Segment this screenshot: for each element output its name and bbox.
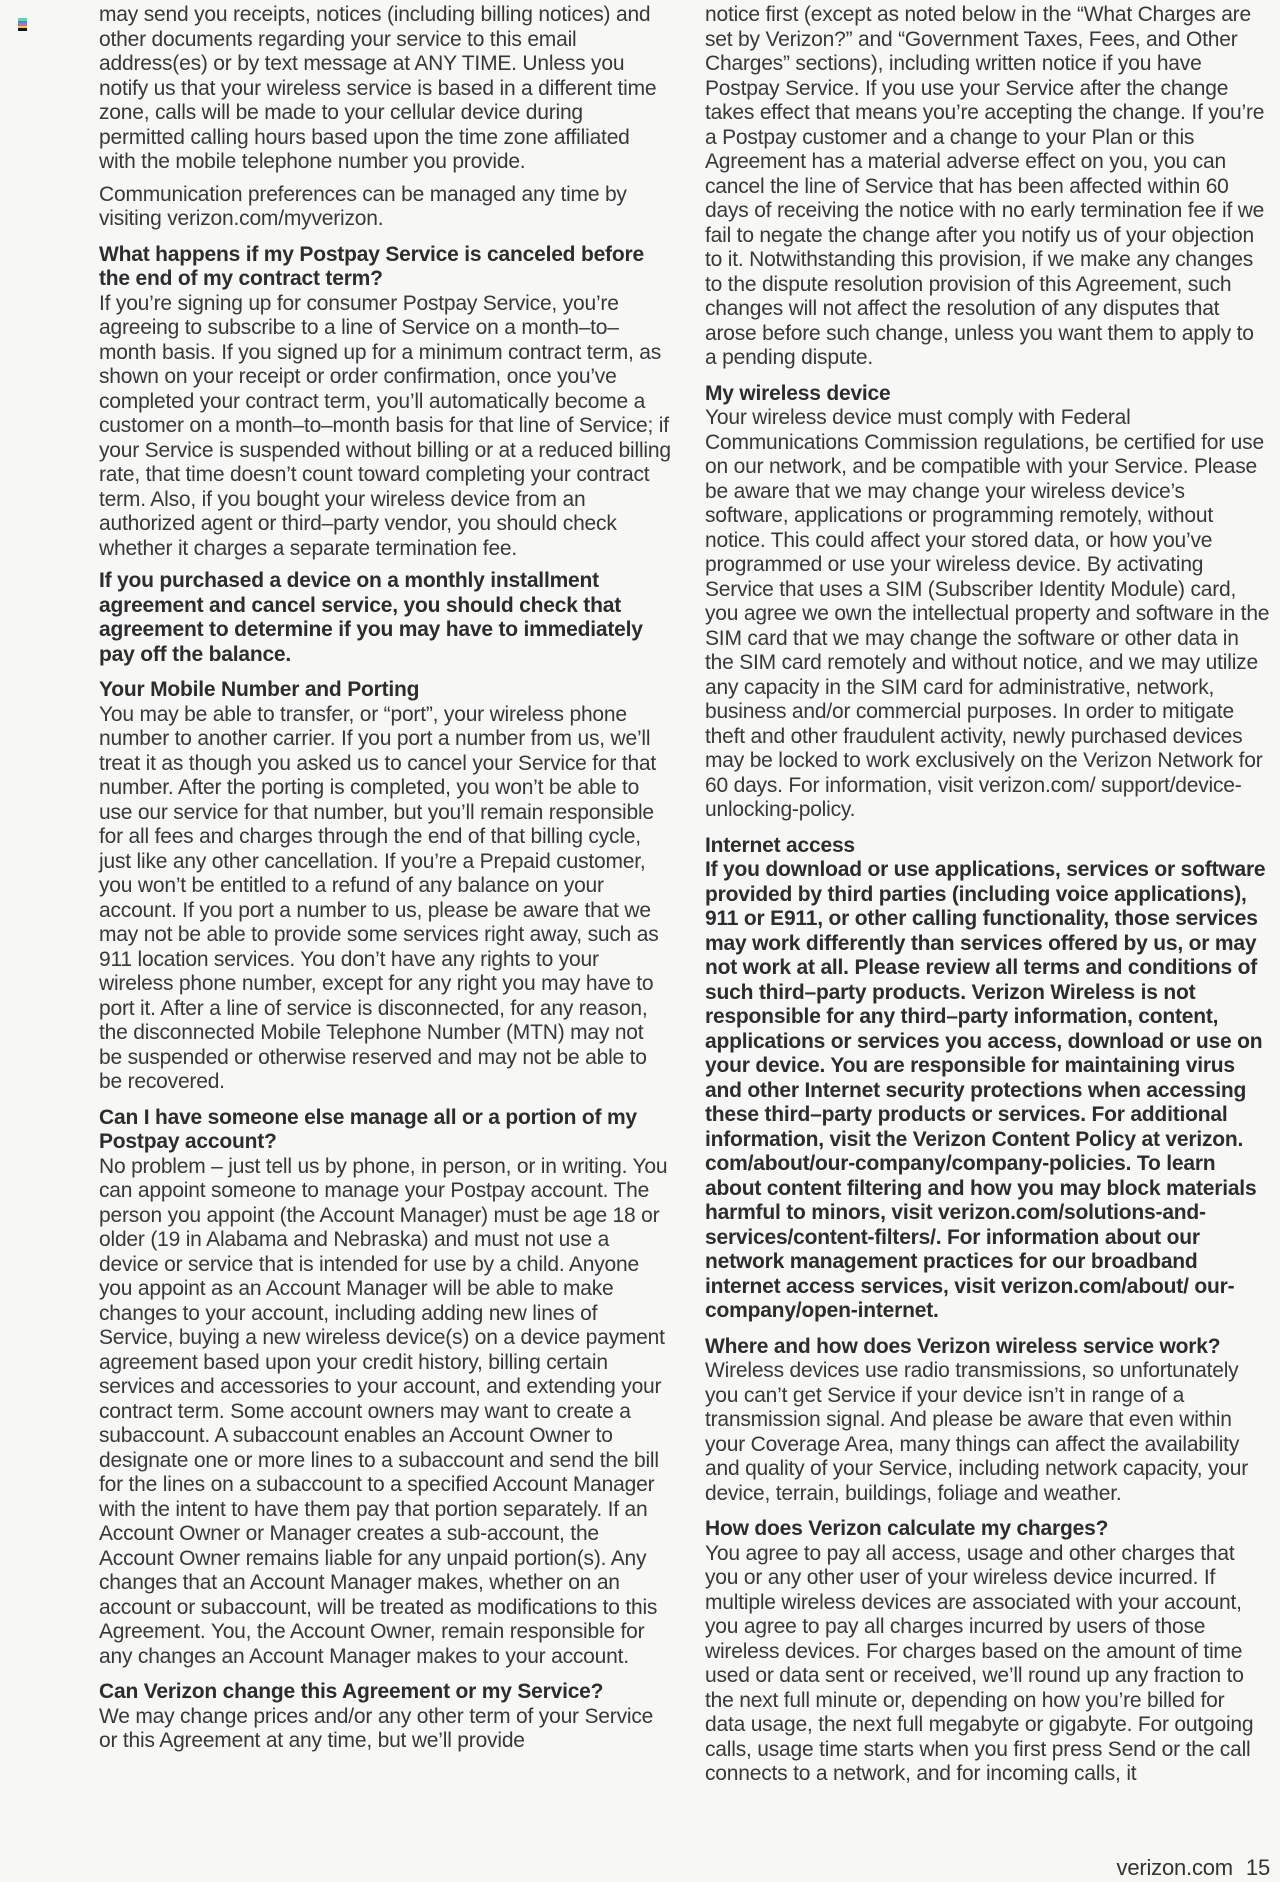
paragraph-account-manager: No problem – just tell us by phone, in person, or in writing. You can appoint someone to manage your Postpay account. The person you appoint (the Account Manager) must be age 18 or older (19 in Alabama and Nebraska) and must not use a device or service that is intended for use by a child. Anyone you appoint as an Account Manager will be able to make changes to your account, including adding new lines of Service, buying a new wireless device(s) on a device payment agreement based upon your credit history, billing certain services and accessories to your account, and extending your contract term. Some account owners may want to create a subaccount. A subaccount enables an Account Owner to designate one or more lines to a subaccount and send the bill for the lines on a subaccount to a specified Account Manager with the intent to have them pay that portion separately. If an Account Owner or Manager creates a sub-account, the Account Owner remains liable for any unpaid portion(s). Any changes that an Account Manager makes, whether on an account or subaccount, will be treated as modifications to this Agreement. You, the Account Owner, remain responsible for any changes an Account Manager makes to your account.	[99, 1154, 668, 1668]
paragraph-wireless-device: Your wireless device must comply with Federal Communications Commission regulations, be certified for use on our network, and be compatible with your Service. Please be aware that we may change your wireless device’s software, applications or programming remotely, without notice. This could affect your stored data, or how you’ve programmed or use your wireless device. By activating Service that uses a SIM (Subscriber Identity Module) card, you agree we own the intellectual property and software in the SIM card that we may change the software or other data in the SIM card remotely and without notice, and we may utilize any capacity in the SIM card for administrative, network, business and/or commercial purposes. In order to mitigate theft and other fraudulent activity, newly purchased devices may be locked to work exclusively on the Verizon Network for 60 days. For information, visit verizon.com/ support/device-unlocking-policy.	[705, 406, 1270, 821]
footer-page-number: 15	[1245, 1855, 1270, 1880]
paragraph-radio-transmissions: Wireless devices use radio transmissions, so unfortunately you can’t get Service if your device isn’t in range of a transmission signal. And please be aware that even within your Coverage Area, many things can affect the availability and quality of your Service, including network capacity, your device, terrain, buildings, foliage and weather.	[705, 1359, 1249, 1505]
section-heading-where-how-service-works: Where and how does Verizon wireless service work?	[705, 1334, 1221, 1358]
page-footer	[1117, 1856, 1270, 1880]
paragraph-porting: You may be able to transfer, or “port”, your wireless phone number to another carrier. If you port a number from us, we’ll treat it as though you asked us to cancel your Service for that number. After the porting is completed, you won’t be able to use our service for that number, but you’ll remain responsible for all fees and charges through the end of that billing cycle, just like any other cancellation. If you’re a Prepaid customer, you won’t be entitled to a refund of any balance on your account. If you port a number to us, please be aware that we may not be able to provide some services right away, such as 911 location services. You don’t have any rights to your wireless phone number, except for any right you may have to port it. After a line of service is disconnected, for any reason, the disconnected Mobile Telephone Number (MTN) may not be suspended or otherwise reserved and may not be able to be recovered.	[99, 702, 659, 1093]
section-heading-change-agreement: Can Verizon change this Agreement or my Service?	[99, 1680, 604, 1703]
print-mark-stripe	[18, 28, 27, 31]
paragraph-charges: You agree to pay all access, usage and other charges that you or any other user of your wireless device incurred. If multiple wireless devices are associated with your account, you agree to pay all charges incurred by users of those wireless devices. For charges based on the amount of time used or data sent or received, we’ll round up any fraction to the next full minute or, depending on how you’re billed for data usage, the next full megabyte or gigabyte. For outgoing calls, usage time starts when you first press Send or the call connects to a network, and for incoming calls, it	[705, 1541, 1254, 1785]
print-registration-mark-icon	[18, 18, 27, 31]
paragraph-postpay-contract-term: If you’re signing up for consumer Postpay Service, you’re agreeing to subscribe to a line of Service on a month–to– month basis. If you signed up for a minimum contract term, as shown on your receipt or order confirmation, once you’ve completed your contract term, you’ll automatically become a customer on a month–to–month basis for that line of Service; if your Service is suspended without billing or at a reduced billing rate, that time doesn’t count toward completing your contract term. Also, if you bought your wireless device from an authorized agent or third–party vendor, you should check whether it charges a separate termination fee.	[99, 291, 671, 560]
section-heading-postpay-canceled: What happens if my Postpay Service is canceled before the end of my contract term?	[99, 242, 644, 290]
footer-site-label: verizon.com	[1116, 1855, 1233, 1880]
paragraph-notice-first-continuation: notice first (except as noted below in the “What Charges are set by Verizon?” and “Government Taxes, Fees, and Other Charges” sections), including written notice if you have Postpay Service. If you use your Service after the change takes effect that means you’re accepting the change. If you’re a Postpay customer and a change to your Plan or this Agreement has a material adverse effect on you, you can cancel the line of Service that has been affected within 60 days of receiving the notice with no early termination fee if we fail to negate the change after you notify us of your objection to it. Notwithstanding this provision, if we make any changes to the dispute resolution provision of this Agreement, such changes will not affect the resolution of any disputes that arose before such change, unless you want them to apply to a pending dispute.	[705, 3, 1265, 369]
paragraph-change-prices: We may change prices and/or any other term of your Service or this Agreement at any time, but we’ll provide	[99, 1704, 654, 1752]
section-heading-my-wireless-device: My wireless device	[705, 381, 891, 405]
section-heading-manage-account: Can I have someone else manage all or a portion of my Postpay account?	[99, 1105, 637, 1153]
left-column	[99, 3, 671, 1762]
paragraph-third-party-bold: If you download or use applications, services or software provided by third parties (including voice applications), 911 or E911, or other calling functionality, those services may work differently than services offered by us, or may not work at all. Please review all terms and conditions of such third–party products. Verizon Wireless is not responsible for any third–party information, content, applications or services you access, download or use on your device. You are responsible for maintaining virus and other Internet security protections when accessing these third–party products or services. For additional information, visit the Verizon Content Policy at verizon. com/about/our-company/company-policies. To learn about content filtering and how you may block materials harmful to minors, visit verizon.com/solutions-and- services/content-filters/. For information about our network management practices for our broadband internet access services, visit verizon.com/about/ our-company/open-internet.	[705, 858, 1266, 1322]
paragraph-installment-agreement-bold: If you purchased a device on a monthly installment agreement and cancel service, you should check that agreement to determine if you may have to immediately pay off the balance.	[99, 569, 643, 666]
section-heading-internet-access: Internet access	[705, 833, 855, 857]
right-column	[705, 3, 1270, 1795]
paragraph-communication-preferences: Communication preferences can be managed any time by visiting verizon.com/myverizon.	[99, 182, 627, 230]
section-heading-calculate-charges: How does Verizon calculate my charges?	[705, 1517, 1109, 1540]
section-heading-mobile-number-porting: Your Mobile Number and Porting	[99, 678, 420, 701]
paragraph-notices-continuation: may send you receipts, notices (including billing notices) and other documents regarding your service to this email address(es) or by text message at ANY TIME. Unless you notify us that your wireless service is based in a different time zone, calls will be made to your cellular device during permitted calling hours based upon the time zone affiliated with the mobile telephone number you provide.	[99, 3, 657, 173]
